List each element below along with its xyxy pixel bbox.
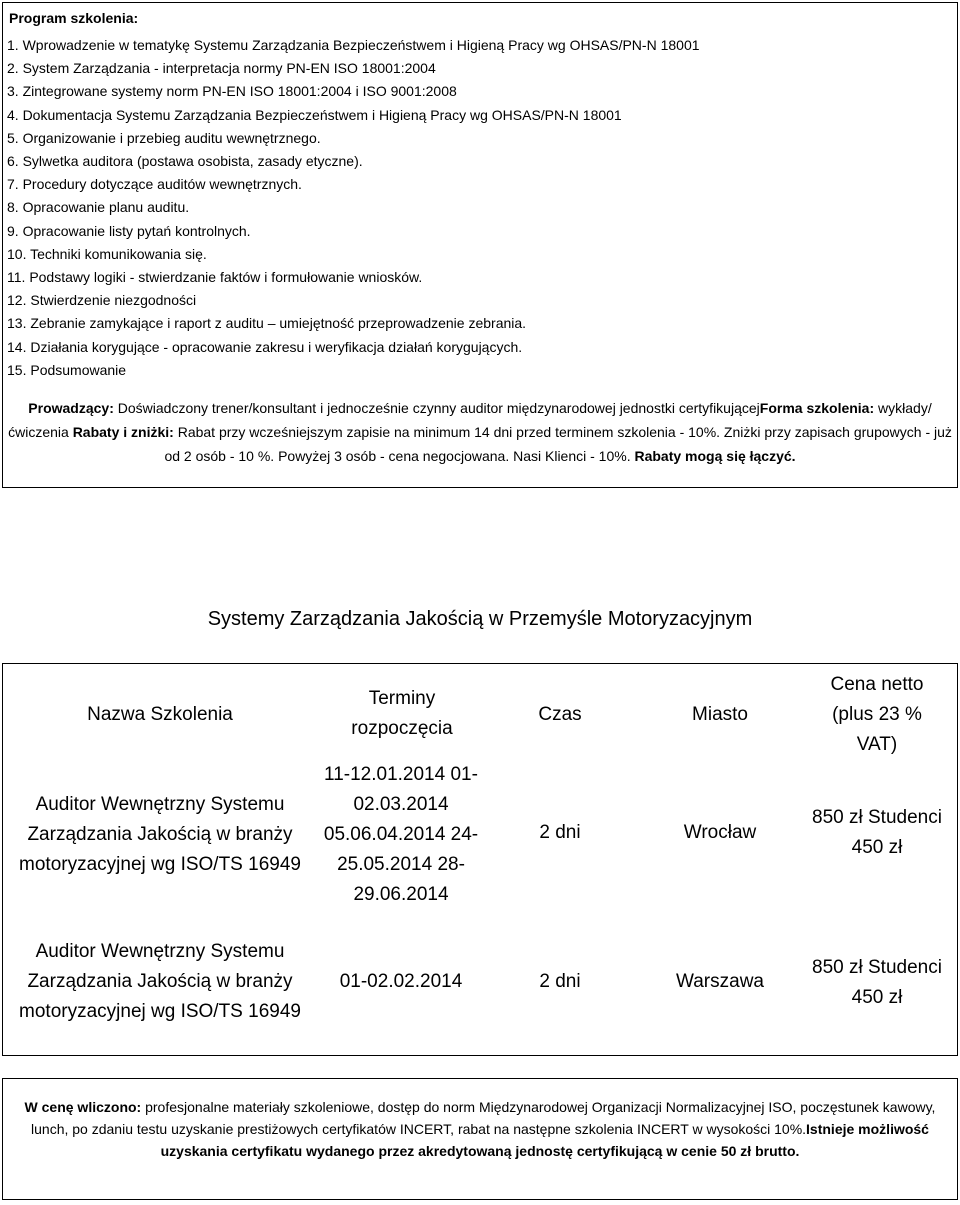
table-row-1-duration: 2 dni — [539, 822, 581, 843]
program-item: 2. System Zarządzania - interpretacja normy PN-EN ISO 18001:2004 — [7, 60, 436, 77]
header-name: Nazwa Szkolenia — [87, 704, 233, 725]
program-item: 15. Podsumowanie — [7, 361, 127, 378]
table-row-1-dates: 11-12.01.2014 01- 02.03.2014 05.06.04.2014 24- 25.05.2014 28- 29.06.2014 — [323, 764, 479, 905]
included-label: W cenę wliczono: — [24, 1099, 142, 1115]
program-item: 8. Opracowanie planu auditu. — [7, 199, 190, 216]
header-city: Miasto — [692, 704, 748, 725]
program-item: 6. Sylwetka auditora (postawa osobista, zasady etyczne). — [7, 153, 363, 170]
table-row-2-dates: 01-02.02.2014 — [339, 971, 463, 992]
table-row-1-name: Auditor Wewnętrzny Systemu Zarządzania Jakością w branży motoryzacyjnej wg ISO/TS 16949 — [19, 794, 301, 875]
table-row-1-price: 850 zł Studenci 450 zł — [812, 807, 942, 858]
program-item: 3. Zintegrowane systemy norm PN-EN ISO 18001:2004 i ISO 9001:2008 — [7, 83, 457, 100]
program-item: 4. Dokumentacja Systemu Zarządzania Bezpieczeństwem i Higieną Pracy wg OHSAS/PN-N 18001 — [7, 106, 622, 123]
certificate-note: Istnieje możliwość uzyskania certyfikatu wydanego przez akredytowaną jednostę certyfikującą w cenie 50 zł brutto. — [160, 1121, 929, 1159]
table-row-2-duration: 2 dni — [539, 971, 581, 992]
table-row-2-name: Auditor Wewnętrzny Systemu Zarządzania Jakością w branży motoryzacyjnej wg ISO/TS 16949 — [19, 941, 301, 1022]
header-price: Cena netto (plus 23 % VAT) — [830, 674, 924, 755]
trainer-label: Prowadzący: — [28, 400, 114, 416]
info-block — [4, 396, 956, 468]
program-item: 9. Opracowanie listy pytań kontrolnych. — [7, 222, 251, 239]
program-item: 13. Zebranie zamykające i raport z auditu – umiejętność przeprowadzenie zebrania. — [7, 315, 527, 332]
table-row-2-city: Warszawa — [676, 971, 764, 992]
form-text: wykłady/ćwiczenia — [8, 400, 932, 440]
program-item: 14. Działania korygujące - opracowanie zakresu i weryfikacja działań korygujących. — [7, 338, 523, 355]
discount-combine-label: Rabaty mogą się łączyć. — [634, 448, 796, 464]
table-row-2-price: 850 zł Studenci 450 zł — [812, 957, 942, 1008]
section-title: Systemy Zarządzania Jakością w Przemyśle Motoryzacyjnym — [207, 608, 753, 630]
trainer-text: Doświadczony trener/konsultant i jednocześnie czynny auditor międzynarodowej jednostki certyfikującej — [113, 400, 760, 416]
program-item: 5. Organizowanie i przebieg auditu wewnętrznego. — [7, 129, 321, 146]
header-dates: Terminy rozpoczęcia — [351, 688, 453, 739]
table-row-1-city: Wrocław — [683, 822, 757, 843]
program-list — [7, 34, 700, 382]
discount-text: Rabat przy wcześniejszym zapisie na minimum 14 dni przed terminem szkolenia - 10%. Zniżki przy zapisach grupowych - już od 2 osób - 10 %. Powyżej 3 osób - cena negocjowana. Nasi Klienci - 10%. — [164, 424, 952, 464]
price-note — [4, 1096, 956, 1162]
program-item: 11. Podstawy logiki - stwierdzanie faktów i formułowanie wniosków. — [7, 269, 423, 286]
included-text: profesjonalne materiały szkoleniowe, dostęp do norm Międzynarodowej Organizacji Normalizacyjnej ISO, poczęstunek kawowy, lunch, po zdaniu testu uzyskanie prestiżowych certyfikatów INCERT, rabat na następne szkolenia INCERT w wysokości 10%. — [31, 1099, 936, 1137]
program-item: 10. Techniki komunikowania się. — [7, 245, 207, 262]
program-item: 7. Procedury dotyczące auditów wewnętrznych. — [7, 176, 302, 193]
program-title: Program szkolenia: — [9, 10, 139, 26]
form-label: Forma szkolenia: — [759, 400, 875, 416]
discount-label: Rabaty i zniżki: — [72, 424, 174, 440]
header-duration: Czas — [538, 704, 582, 725]
program-item: 1. Wprowadzenie w tematykę Systemu Zarządzania Bezpieczeństwem i Higieną Pracy wg OHSAS/PN-N 18001 — [7, 37, 700, 53]
program-item: 12. Stwierdzenie niezgodności — [7, 292, 197, 309]
